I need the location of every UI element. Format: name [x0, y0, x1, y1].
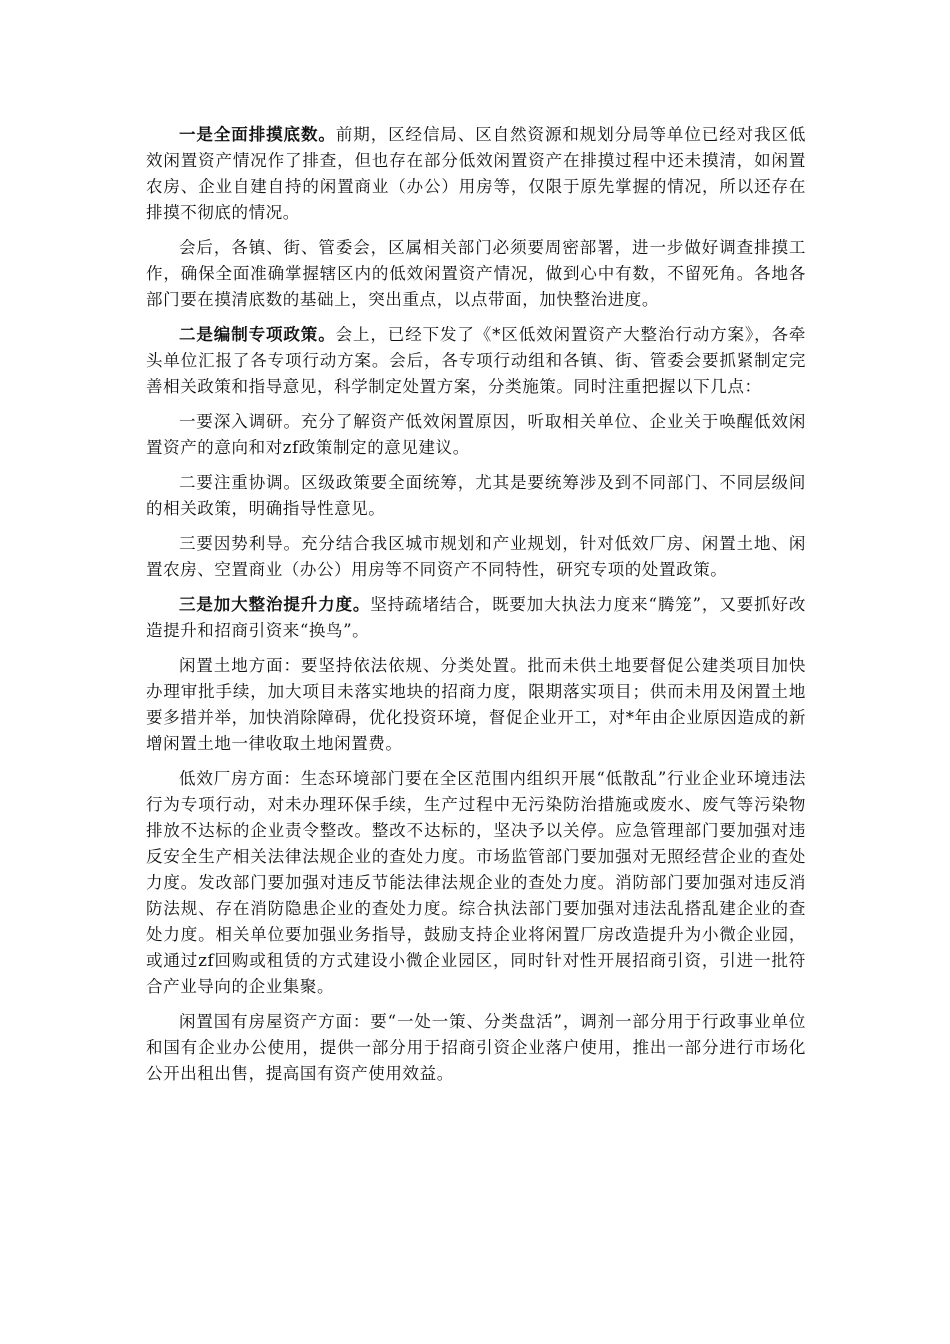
paragraph-5: [146, 470, 806, 522]
paragraph-heading: 三是加大整治提升力度。: [179, 595, 371, 614]
document-page: [146, 122, 806, 1096]
paragraph-text: 前期，区经信局、区自然资源和规划分局等单位已经对我区低效闲置资产情况作了排查，但也存在部分低效闲置资产在排摸过程中还未摸清，如闲置农房、企业自建自持的闲置商业（办公）用房等，仅限于原先掌握的情况，所以还存在排摸不彻底的情况。: [146, 125, 807, 222]
paragraph-8: [146, 653, 806, 757]
paragraph-text: 三要因势利导。充分结合我区城市规划和产业规划，针对低效厂房、闲置土地、闲置农房、空置商业（办公）用房等不同资产不同特性，研究专项的处置政策。: [146, 534, 806, 579]
paragraph-6: [146, 531, 806, 583]
paragraph-text: 闲置国有房屋资产方面：要“一处一策、分类盘活”，调剂一部分用于行政事业单位和国有企业办公使用，提供一部分用于招商引资企业落户使用，推出一部分进行市场化公开出租出售，提高国有资产使用效益。: [146, 1012, 806, 1083]
paragraph-7: [146, 592, 806, 644]
paragraph-3: [146, 322, 806, 400]
paragraph-10: [146, 1009, 806, 1087]
paragraph-text: 二要注重协调。区级政策要全面统筹，尤其是要统筹涉及到不同部门、不同层级间的相关政策，明确指导性意见。: [146, 473, 806, 518]
paragraph-text: 坚持疏堵结合，既要加大执法力度来“腾笼”，又要抓好改造提升和招商引资来“换鸟”。: [146, 595, 806, 640]
paragraph-2: [146, 235, 806, 313]
paragraph-text: 一要深入调研。充分了解资产低效闲置原因，听取相关单位、企业关于唤醒低效闲置资产的意向和对zf政策制定的意见建议。: [146, 412, 806, 457]
paragraph-text: 低效厂房方面：生态环境部门要在全区范围内组织开展“低散乱”行业企业环境违法行为专项行动，对未办理环保手续，生产过程中无污染防治措施或废水、废气等污染物排放不达标的企业责令整改。整改不达标的，坚决予以关停。应急管理部门要加强对违反安全生产相关法律法规企业的查处力度。市场监管部门要加强对无照经营企业的查处力度。发改部门要加强对违反节能法律法规企业的查处力度。消防部门要加强对违反消防法规、存在消防隐患企业的查处力度。综合执法部门要加强对违法乱搭乱建企业的查处力度。相关单位要加强业务指导，鼓励支持企业将闲置厂房改造提升为小微企业园，或通过zf回购或租赁的方式建设小微企业园区，同时针对性开展招商引资，引进一批符合产业导向的企业集聚。: [146, 769, 806, 996]
paragraph-4: [146, 409, 806, 461]
paragraph-heading: 一是全面排摸底数。: [179, 125, 336, 144]
paragraph-9: [146, 766, 806, 1000]
paragraph-text: 会上，已经下发了《*区低效闲置资产大整治行动方案》，各牵头单位汇报了各专项行动方案。会后，各专项行动组和各镇、街、管委会要抓紧制定完善相关政策和指导意见，科学制定处置方案，分类施策。同时注重把握以下几点：: [146, 325, 806, 396]
paragraph-1: [146, 122, 806, 226]
paragraph-heading: 二是编制专项政策。: [179, 325, 336, 344]
paragraph-text: 会后，各镇、街、管委会，区属相关部门必须要周密部署，进一步做好调查排摸工作，确保全面准确掌握辖区内的低效闲置资产情况，做到心中有数，不留死角。各地各部门要在摸清底数的基础上，突出重点，以点带面，加快整治进度。: [146, 238, 806, 309]
paragraph-text: 闲置土地方面：要坚持依法依规、分类处置。批而未供土地要督促公建类项目加快办理审批手续，加大项目未落实地块的招商力度，限期落实项目；供而未用及闲置土地要多措并举，加快消除障碍，优化投资环境，督促企业开工，对*年由企业原因造成的新增闲置土地一律收取土地闲置费。: [146, 656, 806, 753]
